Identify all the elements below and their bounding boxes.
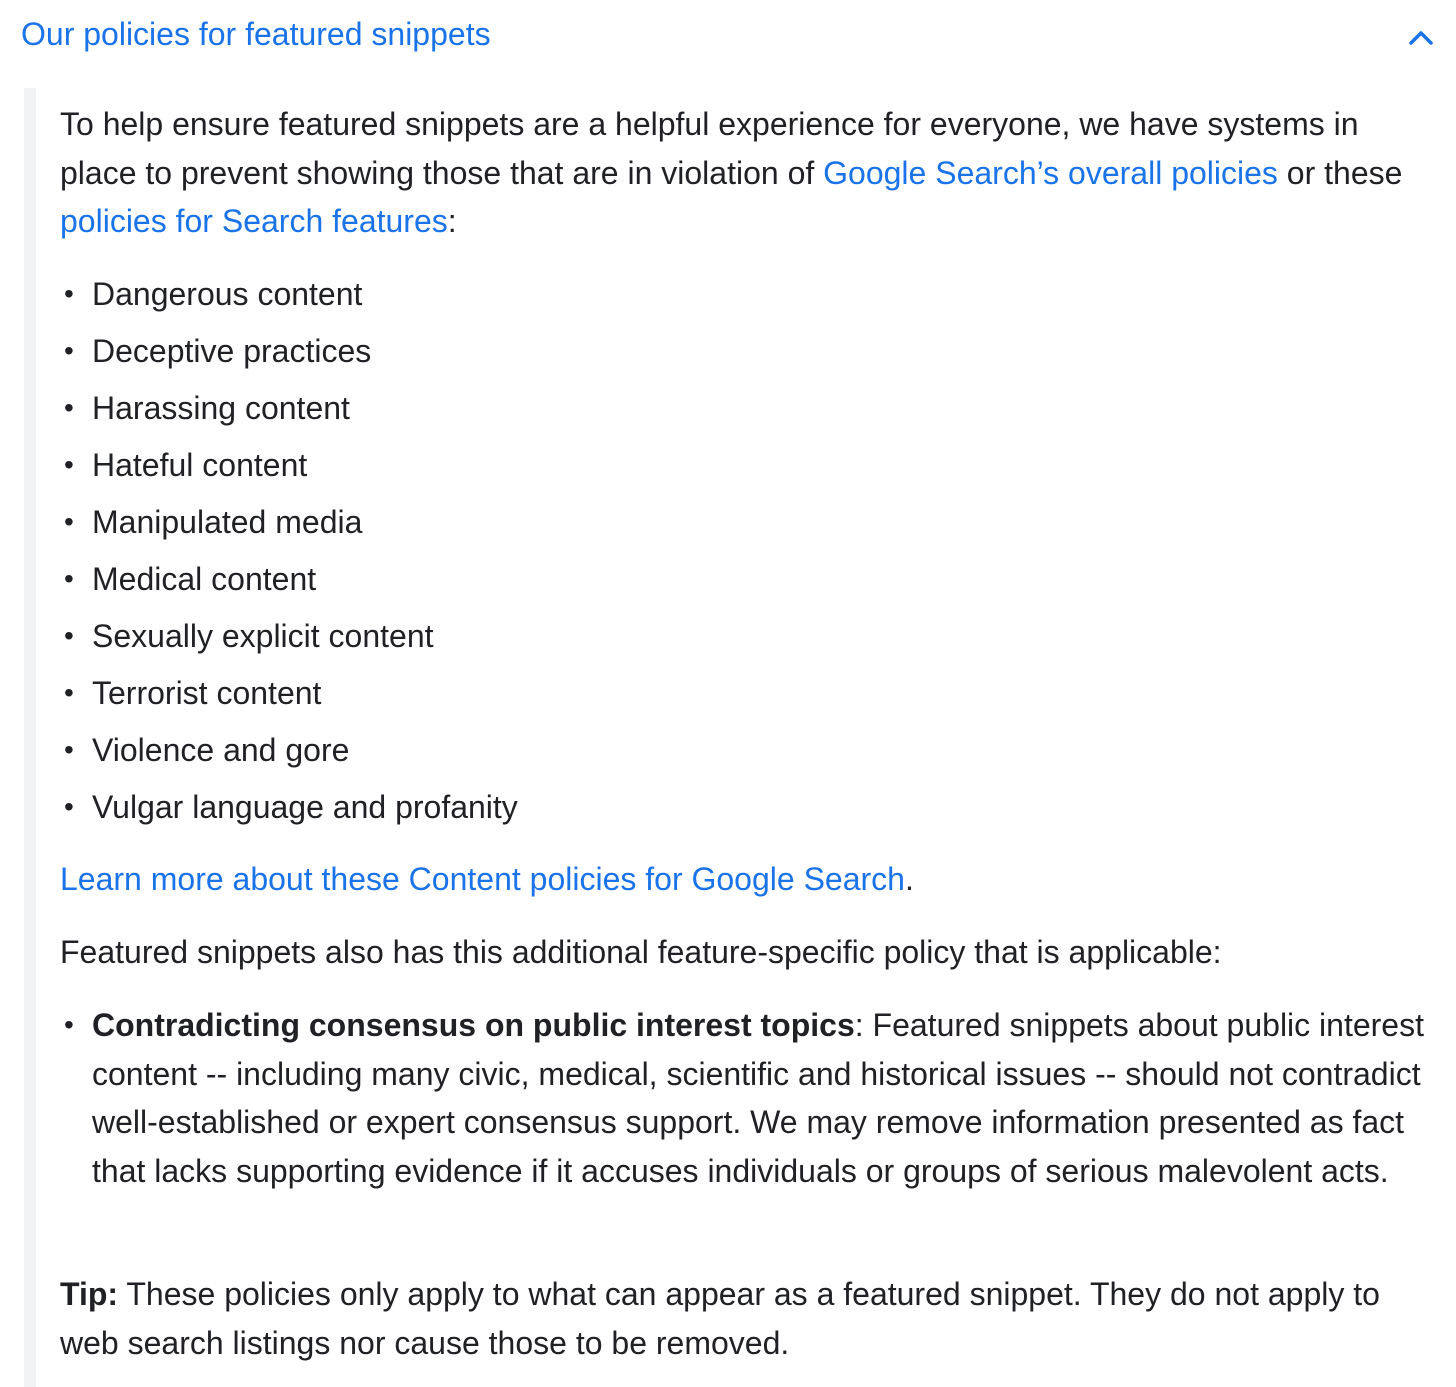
learn-more-suffix: . [904, 861, 914, 897]
bullet-icon: • [64, 563, 74, 594]
policy-label: Vulgar language and profanity [92, 789, 518, 825]
list-item [60, 441, 518, 498]
intro-text: To help ensure featured snippets are a helpful experience for everyone, we have systems in place to prevent showing those that are in violation of [60, 106, 1359, 191]
bullet-icon: • [64, 791, 74, 822]
policy-label: Harassing content [92, 390, 350, 426]
list-item [60, 384, 518, 441]
policy-label: Terrorist content [92, 675, 322, 711]
bullet-icon: • [64, 278, 74, 309]
intro-text-middle: or these [1277, 154, 1403, 191]
tip-paragraph [60, 1270, 1430, 1367]
accordion-title[interactable]: Our policies for featured snippets [21, 16, 491, 52]
policy-label: Medical content [92, 561, 317, 597]
policy-label: Sexually explicit content [92, 618, 434, 654]
bullet-icon: • [64, 392, 74, 423]
policy-label: Violence and gore [92, 732, 350, 768]
bullet-icon: • [64, 506, 74, 537]
policy-list [60, 270, 518, 840]
tip-label: Tip: [60, 1276, 119, 1312]
list-item [60, 270, 518, 327]
policy-label: Hateful content [92, 447, 308, 483]
list-item [60, 1001, 1430, 1195]
overall-policies-link[interactable]: Google Search’s overall policies [823, 154, 1278, 191]
list-item [60, 669, 518, 726]
policy-label: Deceptive practices [92, 333, 372, 369]
specific-policy-list [60, 1001, 1430, 1195]
policy-label: Dangerous content [92, 276, 363, 312]
policy-label: Manipulated media [92, 504, 363, 540]
additional-policy-intro: Featured snippets also has this additional feature-specific policy that is applicable: [60, 934, 1222, 970]
bullet-icon: • [64, 335, 74, 366]
list-item [60, 327, 518, 384]
specific-policy-title: Contradicting consensus on public interest topics [92, 1007, 855, 1043]
intro-paragraph [60, 100, 1430, 246]
bullet-icon: • [64, 620, 74, 651]
list-item [60, 498, 518, 555]
content-policies-link[interactable]: Learn more about these Content policies for Google Search [60, 861, 905, 897]
intro-text-end: : [447, 203, 457, 239]
bullet-icon: • [64, 734, 74, 765]
tip-text: These policies only apply to what can appear as a featured snippet. They do not apply to web search listings nor cause those to be removed. [60, 1276, 1380, 1361]
chevron-up-icon[interactable] [1403, 20, 1439, 56]
learn-more-paragraph [60, 855, 1430, 904]
list-item [60, 783, 518, 840]
bullet-icon: • [64, 677, 74, 708]
list-item [60, 612, 518, 669]
search-features-policies-link[interactable]: policies for Search features [60, 203, 448, 239]
bullet-icon: • [64, 449, 74, 480]
specific-policy-text: : Featured snippets about public interest content -- including many civic, medical, scientific and historical issues -- should not contradict well-established or expert consensus support. We may remove information presented as fact that lacks supporting evidence if it accuses individuals or groups of serious malevolent acts. [92, 1007, 1424, 1189]
bullet-icon: • [64, 1009, 74, 1040]
list-item [60, 555, 518, 612]
list-item [60, 726, 518, 783]
accordion-header[interactable] [0, 0, 1456, 70]
